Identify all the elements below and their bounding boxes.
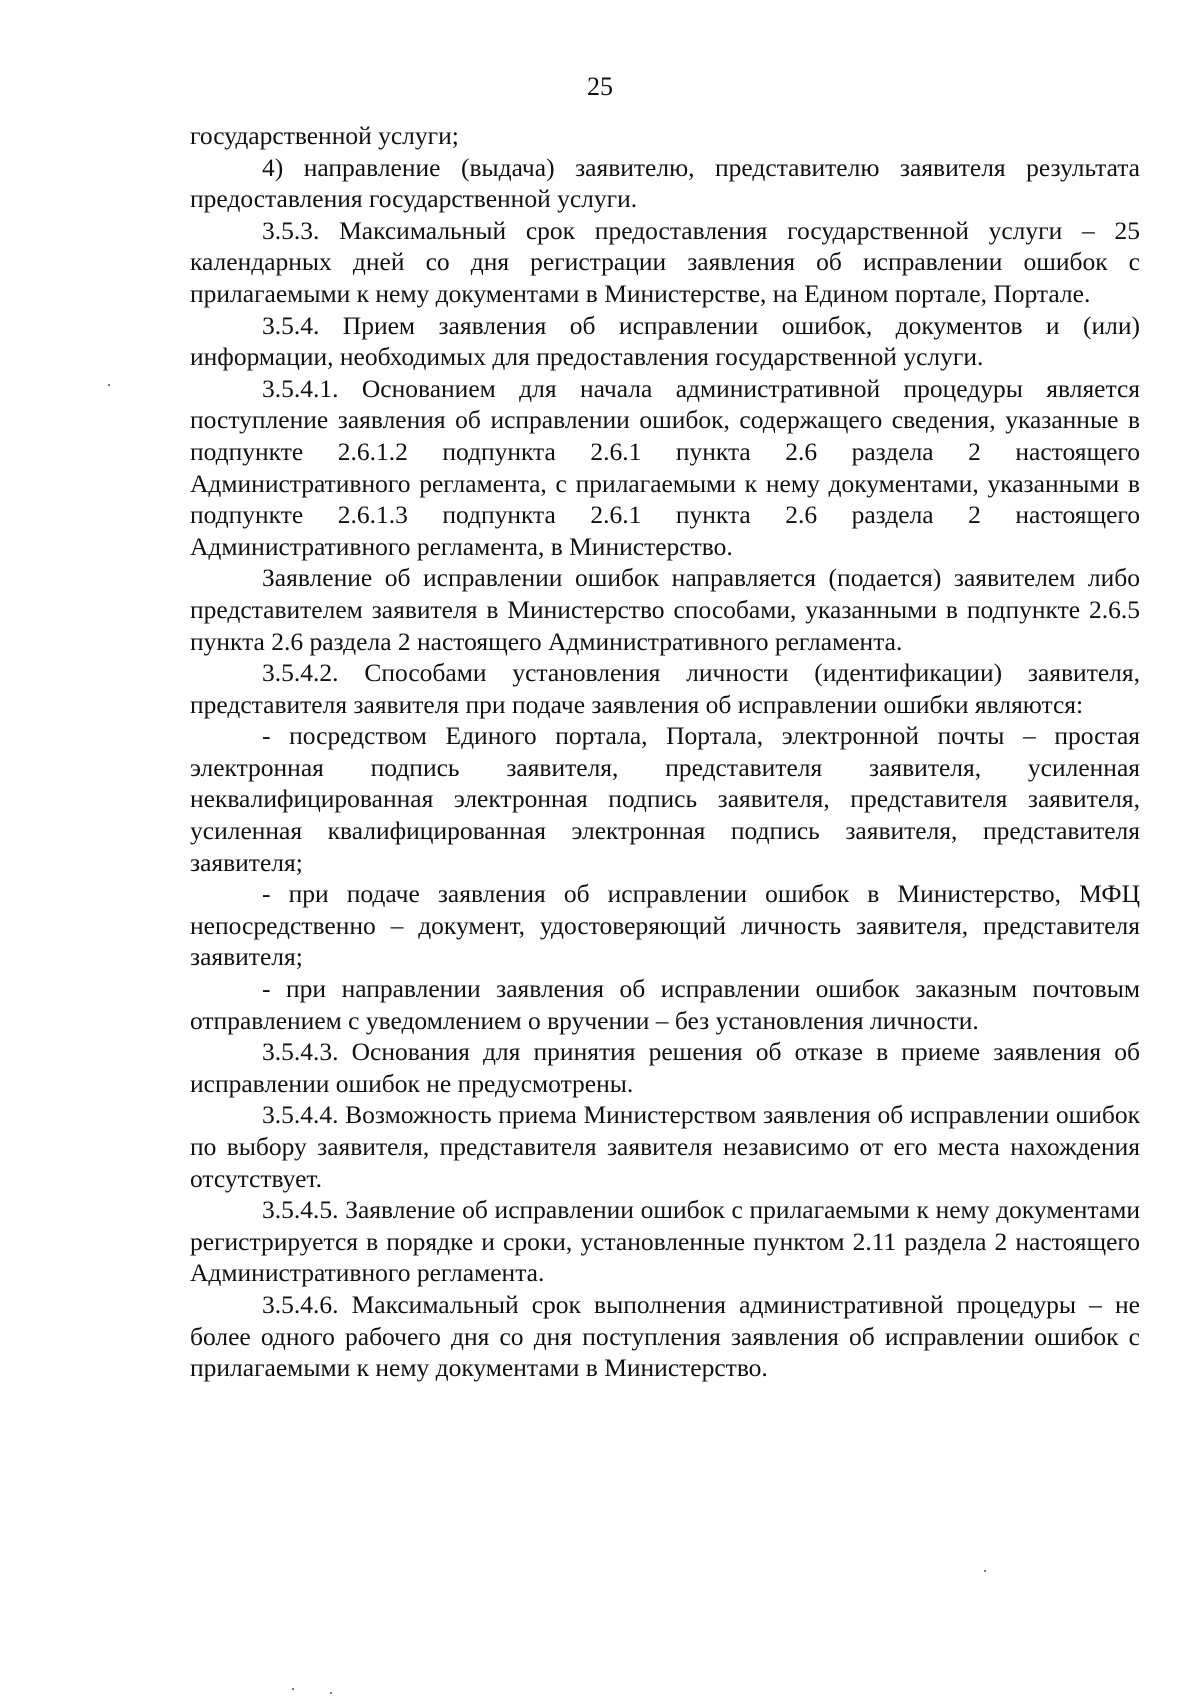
body-text [190,120,1140,1384]
paragraph-3-5-4-5: 3.5.4.5. Заявление об исправлении ошибок с прилагаемыми к нему документами регистрируется в порядке и сроки, установленные пунктом 2.11 раздела 2 настоящего Административного регламента. [190,1195,1140,1288]
scan-speck [108,384,110,386]
paragraph-3-5-4: 3.5.4. Прием заявления об исправлении ошибок, документов и (или) информации, необходимых для предоставления государственной услуги. [190,310,1140,372]
list-item-in-person: - при подаче заявления об исправлении ошибок в Министерство, МФЦ непосредственно – документ, удостоверяющий личность заявителя, представителя заявителя; [190,879,1140,972]
paragraph-3-5-4-1: 3.5.4.1. Основанием для начала административной процедуры является поступление заявления об исправлении ошибок, содержащего сведения, указанные в подпункте 2.6.1.2 подпункта 2.6.1 пункта 2.6 раздела 2 настоящего Административного регламента, с прилагаемыми к нему документами, указанными в подпункте 2.6.1.3 подпункта 2.6.1 пункта 2.6 раздела 2 настоящего Административного регламента, в Министерство. [190,373,1140,561]
paragraph-3-5-4-4: 3.5.4.4. Возможность приема Министерством заявления об исправлении ошибок по выбору заявителя, представителя заявителя независимо от его места нахождения отсутствует. [190,1100,1140,1193]
paragraph-submission-methods: Заявление об исправлении ошибок направляется (подается) заявителем либо представителем заявителя в Министерство способами, указанными в подпункте 2.6.5 пункта 2.6 раздела 2 настоящего Административного регламента. [190,563,1140,656]
paragraph-3-5-4-2: 3.5.4.2. Способами установления личности (идентификации) заявителя, представителя заявителя при подаче заявления об исправлении ошибки являются: [190,658,1140,719]
paragraph-3-5-4-3: 3.5.4.3. Основания для принятия решения об отказе в приеме заявления об исправлении ошибок не предусмотрены. [190,1037,1140,1098]
scan-speck [292,1688,294,1690]
paragraph-item-4: 4) направление (выдача) заявителю, представителю заявителя результата предоставления государственной услуги. [190,152,1140,214]
paragraph-3-5-4-6: 3.5.4.6. Максимальный срок выполнения административной процедуры – не более одного рабочего дня со дня поступления заявления об исправлении ошибок с прилагаемыми к нему документами в Министерство. [190,1289,1140,1383]
list-item-registered-mail: - при направлении заявления об исправлении ошибок заказным почтовым отправлением с уведомлением о вручении – без установления личности. [190,974,1140,1035]
paragraph-continuation: государственной услуги; [190,121,459,150]
page-number: 25 [587,72,613,101]
paragraph-3-5-3: 3.5.3. Максимальный срок предоставления государственной услуги – 25 календарных дней со дня регистрации заявления об исправлении ошибок с прилагаемыми к нему документами в Министерстве, на Едином портале, Портале. [190,215,1140,308]
scan-speck [330,1692,332,1694]
scan-speck [984,1570,986,1572]
list-item-online-portal: - посредством Единого портала, Портала, электронной почты – простая электронная подпись заявителя, представителя заявителя, усиленная неквалифицированная электронная подпись заявителя, представителя заявителя, усиленная квалифицированная электронная подпись заявителя, представителя заявителя; [190,721,1140,877]
